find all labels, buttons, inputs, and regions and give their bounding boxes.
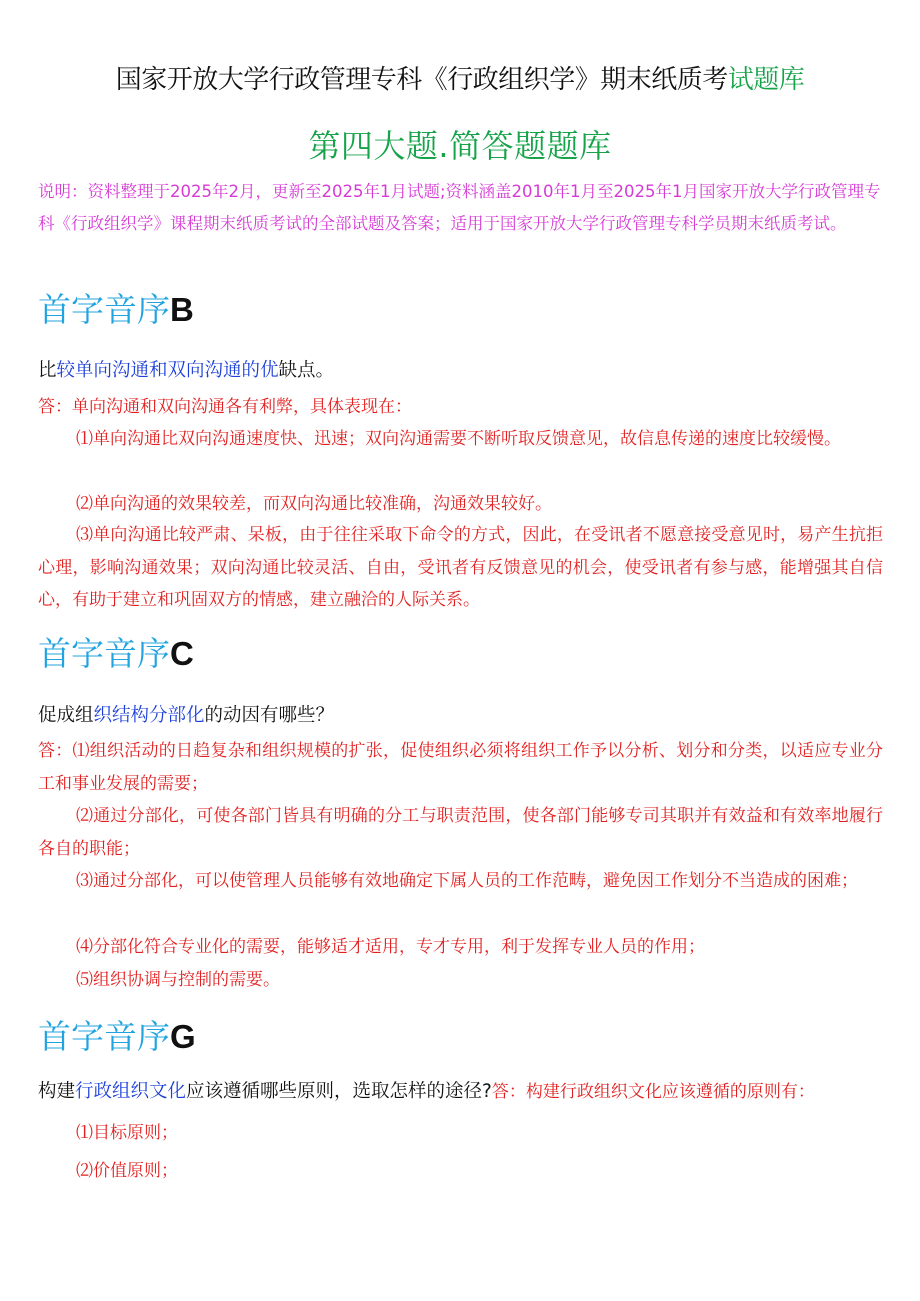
answer-point: ⑸组织协调与控制的需要。 bbox=[76, 970, 280, 990]
heading-label: 首字音序 bbox=[38, 1017, 170, 1056]
answer-intro: 答：构建行政组织文化应该遵循的原则有： bbox=[491, 1082, 815, 1102]
question-keyword: 织结构分部化 bbox=[93, 705, 205, 726]
answer-point: ⑶通过分部化，可以使管理人员能够有效地确定下属人员的工作范畴，避免因工作划分不当造成的困难； bbox=[76, 871, 858, 891]
document-title bbox=[0, 62, 920, 98]
question-keyword: 较单向沟通和双向沟通的优 bbox=[56, 360, 279, 381]
heading-letter: G bbox=[170, 1018, 196, 1055]
heading-label: 首字音序 bbox=[38, 290, 170, 329]
answer-point: ⑶单向沟通比较严肃、呆板，由于往往采取下命令的方式，因此，在受讯者不愿意接受意见时，易产生抗拒心理，影响沟通效果；双向沟通比较灵活、自由，受讯者有反馈意见的机会，使受讯者有参与感，能增强其自信心，有助于建立和巩固双方的情感，建立融洽的人际关系。 bbox=[38, 525, 883, 610]
answer-point: ⑴单向沟通比双向沟通速度快、迅速；双向沟通需要不断听取反馈意见，故信息传递的速度比较缓慢。 bbox=[76, 429, 841, 449]
answer-point: ⑵通过分部化，可使各部门皆具有明确的分工与职责范围，使各部门能够专司其职并有效益和有效率地履行各自的职能； bbox=[38, 806, 883, 859]
question-prefix: 促成组 bbox=[38, 705, 94, 726]
answer-intro: 答：单向沟通和双向沟通各有利弊，具体表现在： bbox=[38, 397, 412, 417]
question-suffix: 应该遵循哪些原则，选取怎样的途径? bbox=[186, 1081, 492, 1102]
question-keyword: 行政组织文化 bbox=[75, 1081, 187, 1102]
question-prefix: 比 bbox=[38, 360, 57, 381]
answer-point: ⑴目标原则； bbox=[76, 1123, 178, 1143]
section-subtitle: 第四大题.简答题题库 bbox=[308, 127, 612, 165]
answer-point: ⑷分部化符合专业化的需要，能够适才适用，专才专用，利于发挥专业人员的作用； bbox=[76, 937, 705, 957]
question-g1 bbox=[38, 1077, 883, 1107]
section-heading-g bbox=[38, 1015, 196, 1059]
section-heading-c bbox=[38, 632, 194, 676]
answer-point: 答：⑴组织活动的日趋复杂和组织规模的扩张，促使组织必须将组织工作予以分析、划分和分类，以适应专业分工和事业发展的需要； bbox=[38, 741, 883, 794]
heading-letter: B bbox=[170, 291, 194, 328]
answer-point: ⑵单向沟通的效果较差，而双向沟通比较准确，沟通效果较好。 bbox=[76, 494, 552, 514]
heading-label: 首字音序 bbox=[38, 634, 170, 673]
section-heading-b bbox=[38, 288, 194, 332]
answer-point: ⑵价值原则； bbox=[76, 1161, 178, 1181]
description-note: 说明：资料整理于2025年2月，更新至2025年1月试题;资料涵盖2010年1月至2025年1月国家开放大学行政管理专科《行政组织学》课程期末纸质考试的全部试题及答案；适用于国家开放大学行政管理专科学员期末纸质考试。 bbox=[38, 182, 881, 233]
title-main: 国家开放大学行政管理专科《行政组织学》期末纸质考 bbox=[115, 65, 728, 95]
question-suffix: 缺点。 bbox=[278, 360, 335, 381]
question-suffix: 的动因有哪些？ bbox=[204, 705, 335, 726]
question-b1 bbox=[38, 356, 883, 386]
title-accent: 试题库 bbox=[727, 65, 805, 95]
heading-letter: C bbox=[170, 635, 194, 672]
question-prefix: 构建 bbox=[38, 1081, 76, 1102]
question-c1 bbox=[38, 701, 883, 731]
